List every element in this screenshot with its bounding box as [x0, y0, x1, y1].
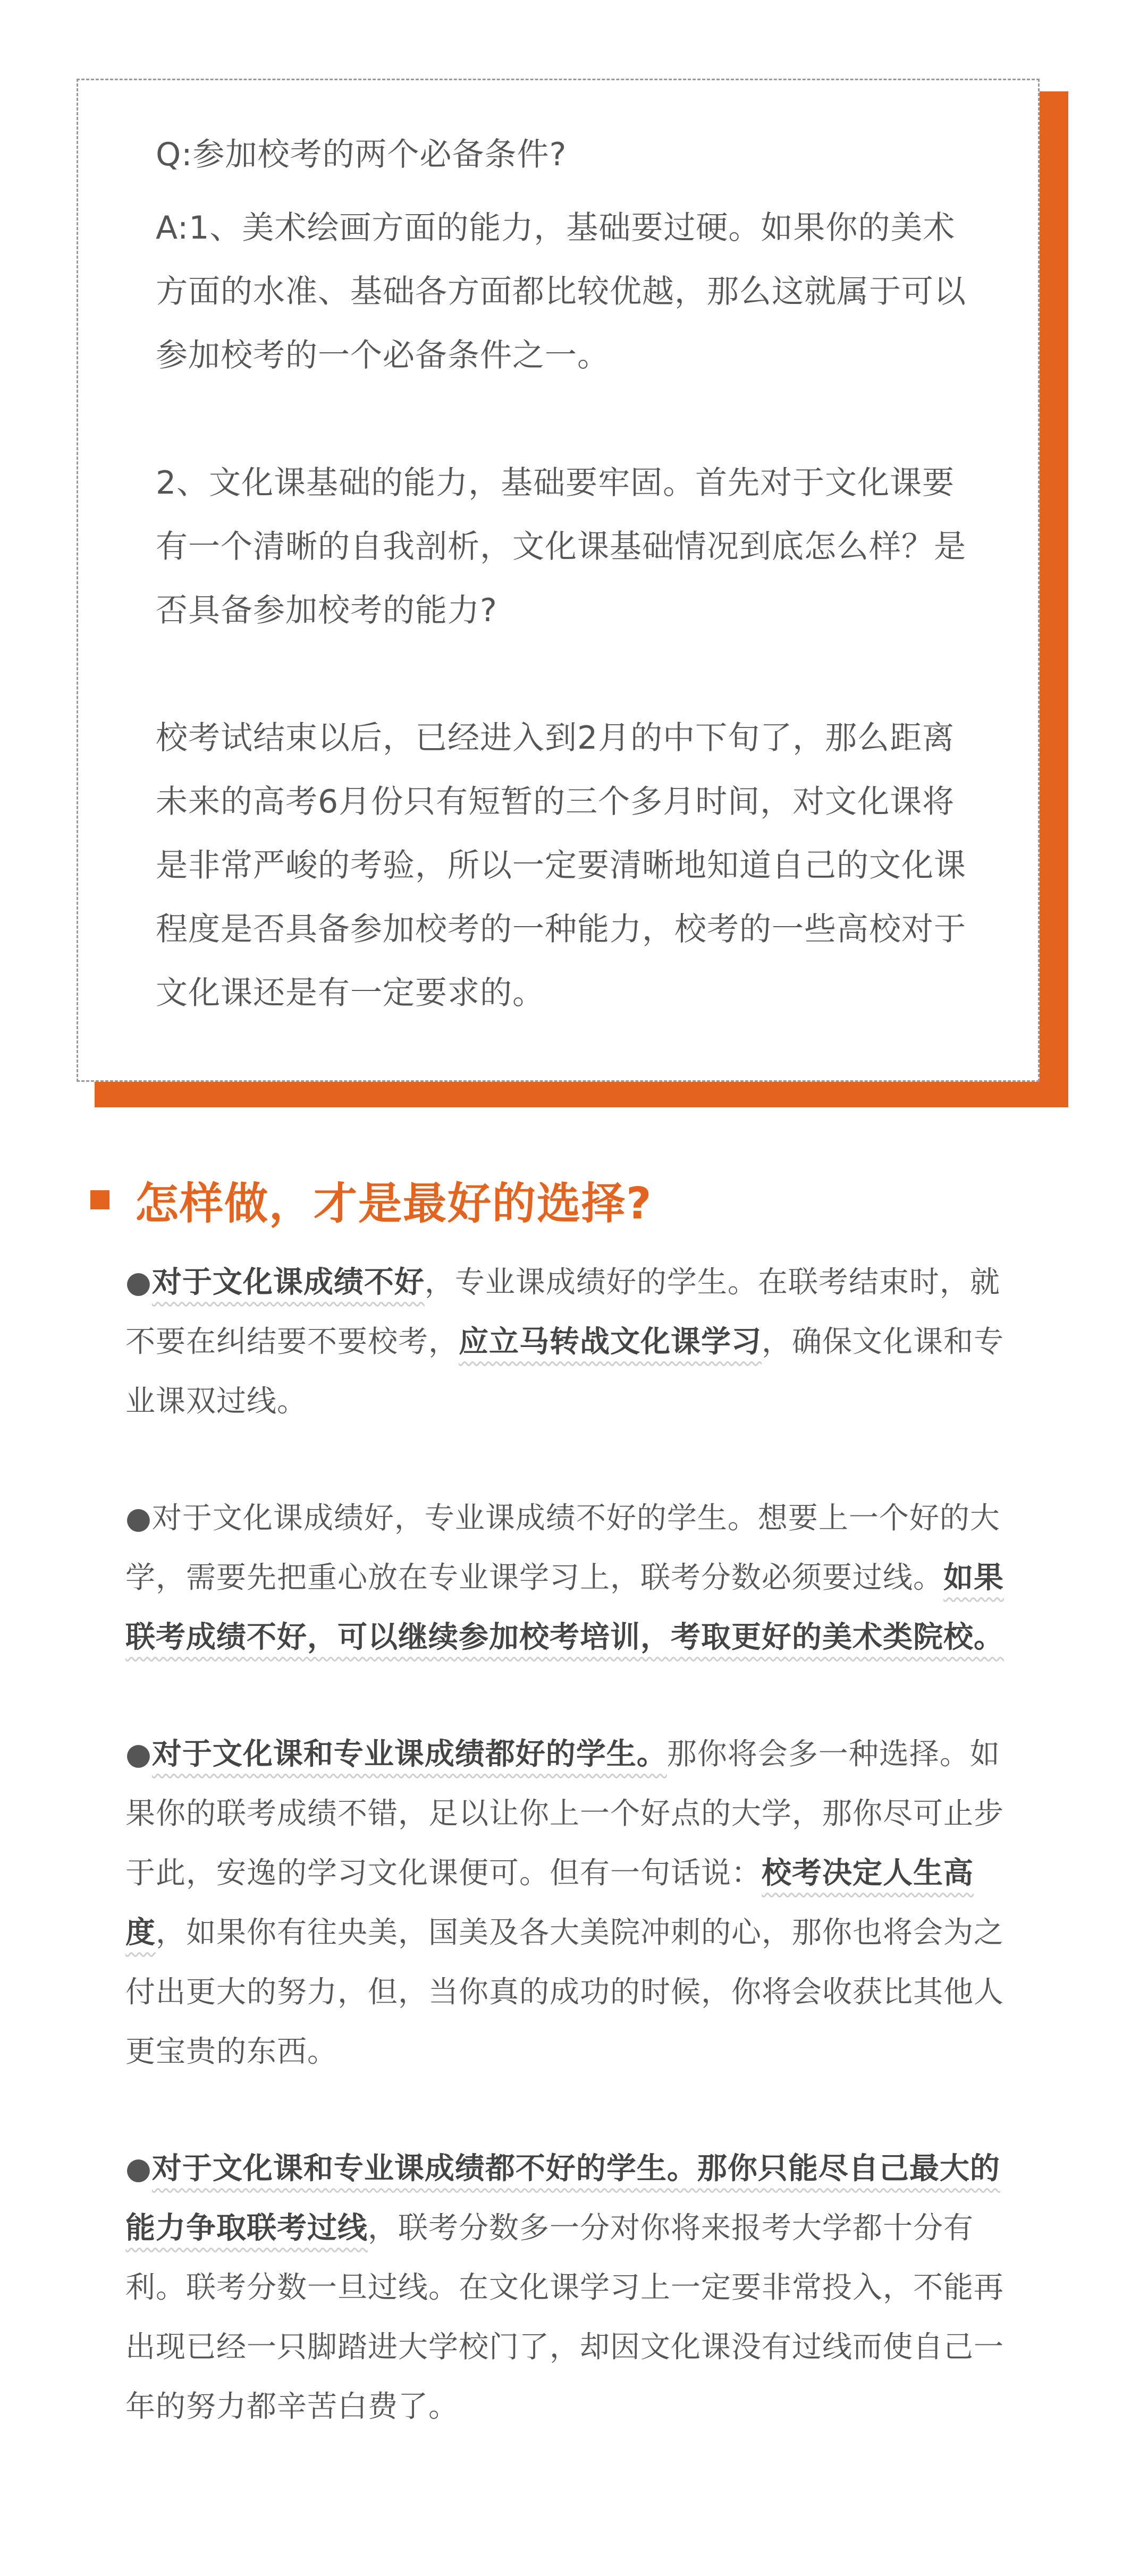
square-bullet-icon: [90, 1190, 109, 1209]
paragraph-3: [125, 1725, 1029, 2082]
article-body: [125, 1253, 1029, 2494]
qa-answer-3: 校考试结束以后，已经进入到2月的中下旬了，那么距离未来的高考6月份只有短暂的三个多月时间，对文化课将是非常严峻的考验，所以一定要清晰地知道自己的文化课程度是否具备参加校考的一种能力，校考的一些高校对于文化课还是有一定要求的。: [156, 719, 966, 1012]
paragraph-1: [125, 1253, 1029, 1431]
bullet-icon: ●: [125, 1737, 152, 1772]
paragraph-text: 那你将会多一种选择。如果你的联考成绩不错，足以让你上一个好点的大学，那你尽可止步于此，安逸的学习文化课便可。但有一句话说：: [125, 1737, 1004, 1891]
paragraph-text: ，专业课成绩好的学生。在联考结束时，就不要在纠结要不要校考，: [125, 1265, 1000, 1359]
bullet-icon: ●: [125, 1265, 152, 1300]
paragraph-text: 对于文化课成绩好，专业课成绩不好的学生。想要上一个好的大学，需要先把重心放在专业课学习上，联考分数必须要过线。: [125, 1501, 1000, 1595]
paragraph-2: [125, 1489, 1029, 1667]
qa-answer-2: 2、文化课基础的能力，基础要牢固。首先对于文化课要有一个清晰的自我剖析，文化课基础情况到底怎么样？是否具备参加校考的能力?: [156, 464, 966, 629]
highlight-text: 对于文化课和专业课成绩都不好的学生。那你只能尽自己最大的能力争取联考过线: [125, 2151, 1000, 2245]
highlight-text: 校考决定人生高度: [125, 1856, 974, 1950]
qa-card: [77, 79, 1040, 1082]
highlight-text: 如果联考成绩不好，可以继续参加校考培训，考取更好的美术类院校。: [125, 1561, 1004, 1655]
qa-content: [156, 123, 985, 1025]
highlight-text: 对于文化课成绩不好: [151, 1265, 425, 1300]
paragraph-text: ，确保文化课和专业课双过线。: [125, 1325, 1004, 1419]
paragraph-4: [125, 2139, 1029, 2437]
paragraph-text: ，联考分数多一分对你将来报考大学都十分有利。联考分数一旦过线。在文化课学习上一定要非常投入，不能再出现已经一只脚踏进大学校门了，却因文化课没有过线而使自己一年的努力都辛苦白费了。: [125, 2211, 1004, 2424]
bullet-icon: ●: [125, 2151, 152, 2186]
highlight-text: 应立马转战文化课学习: [459, 1325, 762, 1359]
qa-spacer: [156, 642, 985, 706]
highlight-text: 对于文化课和专业课成绩都好的学生。: [151, 1737, 667, 1772]
section-heading: [90, 1163, 653, 1237]
bullet-icon: ●: [125, 1501, 152, 1536]
qa-spacer: [156, 387, 985, 451]
paragraph-text: ，如果你有往央美，国美及各大美院冲刺的心，那你也将会为之付出更大的努力，但，当你真的成功的时候，你将会收获比其他人更宝贵的东西。: [125, 1916, 1004, 2069]
qa-question: Q:参加校考的两个必备条件?: [156, 136, 567, 173]
qa-answer-1: A:1、美术绘画方面的能力，基础要过硬。如果你的美术方面的水准、基础各方面都比较优越，那么这就属于可以参加校考的一个必备条件之一。: [156, 209, 966, 374]
section-title: 怎样做，才是最好的选择?: [135, 1178, 653, 1229]
